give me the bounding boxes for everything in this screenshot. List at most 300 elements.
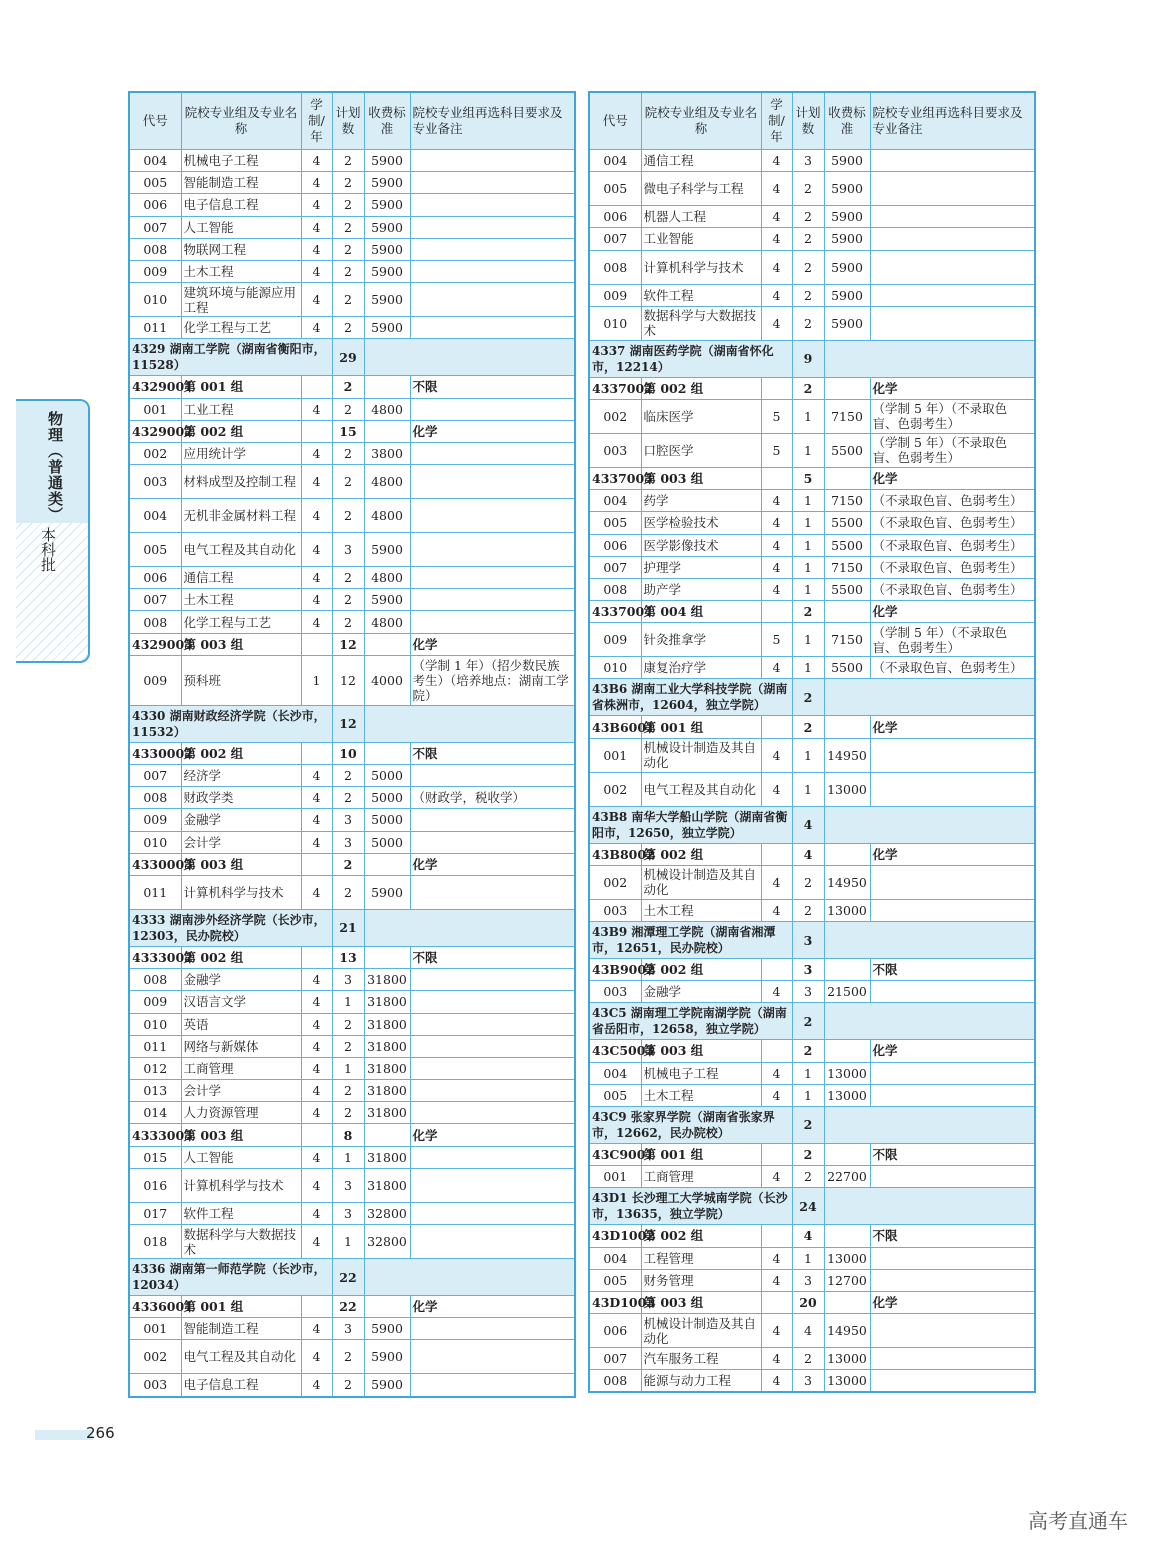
major-years: 4: [301, 1035, 332, 1057]
group-years: [761, 959, 792, 981]
group-plan: 20: [792, 1291, 824, 1313]
major-name: 工业工程: [181, 398, 301, 420]
major-name: 机械设计制造及其自动化: [641, 865, 761, 899]
major-years: 4: [301, 1374, 332, 1397]
major-plan: 3: [792, 981, 824, 1003]
major-row: [589, 772, 1035, 806]
major-fee: 31800: [364, 1013, 410, 1035]
major-plan: 2: [332, 875, 364, 909]
group-name: 第 002 组: [641, 959, 761, 981]
major-code: 008: [129, 787, 181, 809]
group-fee: [824, 959, 870, 981]
major-years: 4: [761, 1314, 792, 1348]
major-plan: 3: [332, 1202, 364, 1224]
header-fee: 收费标准: [364, 92, 410, 150]
major-code: 001: [589, 1166, 641, 1188]
major-name: 英语: [181, 1013, 301, 1035]
group-fee: [824, 1040, 870, 1062]
major-remark: （学制 5 年）（不录取色盲、色弱考生）: [870, 433, 1035, 467]
group-plan: 2: [792, 716, 824, 738]
header-plan: 计划数: [332, 92, 364, 150]
major-code: 005: [589, 1084, 641, 1106]
major-fee: 5900: [364, 1318, 410, 1340]
major-remark: [410, 283, 575, 317]
group-row: [589, 1040, 1035, 1062]
major-code: 015: [129, 1146, 181, 1168]
header-fee: 收费标准: [824, 92, 870, 150]
school-empty: [824, 340, 1035, 377]
group-code: 4330002: [129, 742, 181, 764]
major-code: 003: [129, 1374, 181, 1397]
major-row: [589, 284, 1035, 306]
major-plan: 1: [792, 772, 824, 806]
group-row: [129, 1124, 575, 1146]
major-fee: 5900: [364, 238, 410, 260]
major-plan: 1: [792, 556, 824, 578]
group-row: [589, 377, 1035, 399]
header-years: 学制/年: [761, 92, 792, 150]
major-fee: 31800: [364, 1080, 410, 1102]
batch-label: 本科批: [39, 527, 57, 572]
school-empty: [824, 922, 1035, 959]
major-row: [129, 317, 575, 339]
major-fee: 5900: [824, 172, 870, 206]
major-plan: 2: [792, 250, 824, 284]
major-fee: 5000: [364, 765, 410, 787]
major-row: [129, 787, 575, 809]
major-name: 针灸推拿学: [641, 623, 761, 657]
major-row: [589, 306, 1035, 340]
major-code: 007: [589, 1348, 641, 1370]
group-fee: [364, 376, 410, 398]
major-remark: [870, 1166, 1035, 1188]
major-years: 4: [301, 172, 332, 194]
major-years: 4: [301, 765, 332, 787]
group-row: [589, 467, 1035, 489]
major-code: 004: [129, 150, 181, 172]
major-fee: 5900: [824, 284, 870, 306]
major-fee: 21500: [824, 981, 870, 1003]
group-fee: [364, 946, 410, 968]
major-fee: 22700: [824, 1166, 870, 1188]
major-row: [589, 206, 1035, 228]
major-row: [129, 1057, 575, 1079]
major-name: 口腔医学: [641, 433, 761, 467]
major-remark: [870, 228, 1035, 250]
school-plan: 24: [792, 1188, 824, 1225]
major-name: 机械电子工程: [641, 1062, 761, 1084]
major-fee: 12700: [824, 1269, 870, 1291]
major-remark: [410, 589, 575, 611]
major-fee: 13000: [824, 1084, 870, 1106]
school-row: [589, 922, 1035, 959]
group-name: 第 001 组: [641, 1143, 761, 1165]
group-code: 43C9001: [589, 1143, 641, 1165]
major-years: 4: [301, 1340, 332, 1374]
major-fee: 13000: [824, 1247, 870, 1269]
major-name: 计算机科学与技术: [181, 875, 301, 909]
major-years: 4: [761, 1062, 792, 1084]
major-remark: （不录取色盲、色弱考生）: [870, 578, 1035, 600]
major-fee: 5000: [364, 787, 410, 809]
group-fee: [824, 716, 870, 738]
major-code: 009: [589, 623, 641, 657]
school-plan: 3: [792, 922, 824, 959]
major-remark: [410, 1102, 575, 1124]
major-name: 人工智能: [181, 216, 301, 238]
major-code: 005: [129, 533, 181, 567]
group-code: 4336001: [129, 1296, 181, 1318]
school-plan: 12: [332, 705, 364, 742]
group-code: 43B8002: [589, 843, 641, 865]
group-years: [761, 716, 792, 738]
major-name: 经济学: [181, 765, 301, 787]
major-name: 会计学: [181, 831, 301, 853]
major-years: 4: [301, 398, 332, 420]
school-name: 4330 湖南财政经济学院（长沙市，11532）: [129, 705, 332, 742]
school-empty: [824, 806, 1035, 843]
major-name: 材料成型及控制工程: [181, 465, 301, 499]
group-name: 第 003 组: [641, 467, 761, 489]
major-row: [589, 865, 1035, 899]
major-fee: 32800: [364, 1202, 410, 1224]
school-name: 43C5 湖南理工学院南湖学院（湖南省岳阳市，12658，独立学院）: [589, 1003, 792, 1040]
major-row: [129, 1146, 575, 1168]
major-plan: 2: [332, 1035, 364, 1057]
major-row: [589, 534, 1035, 556]
major-fee: 5900: [364, 875, 410, 909]
major-name: 软件工程: [641, 284, 761, 306]
group-code: 4330003: [129, 853, 181, 875]
major-code: 007: [129, 765, 181, 787]
major-code: 011: [129, 317, 181, 339]
major-remark: （不录取色盲、色弱考生）: [870, 534, 1035, 556]
group-name: 第 002 组: [641, 843, 761, 865]
major-fee: 13000: [824, 899, 870, 921]
major-name: 金融学: [181, 809, 301, 831]
school-name: 43B9 湘潭理工学院（湖南省湘潭市，12651，民办院校）: [589, 922, 792, 959]
major-name: 应用统计学: [181, 442, 301, 464]
major-code: 017: [129, 1202, 181, 1224]
major-name: 人力资源管理: [181, 1102, 301, 1124]
major-name: 数据科学与大数据技术: [641, 306, 761, 340]
school-row: [589, 1106, 1035, 1143]
major-row: [129, 465, 575, 499]
major-remark: [410, 465, 575, 499]
group-fee: [824, 1143, 870, 1165]
major-name: 土木工程: [181, 260, 301, 282]
major-years: 4: [301, 442, 332, 464]
group-years: [301, 1124, 332, 1146]
major-code: 004: [129, 499, 181, 533]
major-years: 4: [301, 1057, 332, 1079]
major-name: 临床医学: [641, 399, 761, 433]
major-name: 康复治疗学: [641, 657, 761, 679]
major-remark: [870, 981, 1035, 1003]
major-plan: 3: [792, 150, 824, 172]
major-row: [129, 260, 575, 282]
major-code: 004: [589, 1247, 641, 1269]
major-plan: 1: [332, 1057, 364, 1079]
major-remark: [410, 1318, 575, 1340]
major-years: 4: [301, 194, 332, 216]
major-row: [129, 1374, 575, 1397]
major-plan: 1: [792, 1084, 824, 1106]
major-row: [129, 1225, 575, 1259]
major-row: [589, 556, 1035, 578]
group-name: 第 003 组: [181, 853, 301, 875]
major-remark: [410, 172, 575, 194]
major-plan: 1: [332, 1225, 364, 1259]
group-fee: [364, 853, 410, 875]
major-row: [129, 831, 575, 853]
major-years: 4: [761, 206, 792, 228]
major-remark: [410, 216, 575, 238]
major-remark: [870, 1370, 1035, 1393]
school-empty: [824, 679, 1035, 716]
major-fee: 5500: [824, 534, 870, 556]
major-years: 4: [761, 534, 792, 556]
major-remark: [410, 1035, 575, 1057]
major-fee: 5900: [824, 228, 870, 250]
group-requirement: 化学: [870, 1291, 1035, 1313]
table-body-left: [129, 150, 575, 1397]
group-fee: [824, 1291, 870, 1313]
group-plan: 13: [332, 946, 364, 968]
major-plan: 1: [792, 738, 824, 772]
major-plan: 1: [792, 399, 824, 433]
major-code: 006: [589, 206, 641, 228]
major-years: 4: [301, 150, 332, 172]
school-row: [589, 679, 1035, 716]
major-fee: 31800: [364, 969, 410, 991]
major-plan: 2: [792, 306, 824, 340]
major-years: 4: [301, 283, 332, 317]
major-name: 护理学: [641, 556, 761, 578]
group-row: [129, 1296, 575, 1318]
major-name: 医学影像技术: [641, 534, 761, 556]
major-fee: 5900: [364, 216, 410, 238]
major-fee: 5900: [364, 533, 410, 567]
group-code: 43B6001: [589, 716, 641, 738]
major-code: 010: [589, 657, 641, 679]
major-years: 4: [301, 1225, 332, 1259]
group-plan: 22: [332, 1296, 364, 1318]
header-code: 代号: [129, 92, 181, 150]
major-years: 4: [301, 499, 332, 533]
major-plan: 3: [332, 533, 364, 567]
group-name: 第 003 组: [181, 1124, 301, 1146]
major-remark: （不录取色盲、色弱考生）: [870, 512, 1035, 534]
major-remark: [410, 1168, 575, 1202]
major-plan: 2: [332, 611, 364, 633]
group-requirement: 化学: [870, 467, 1035, 489]
major-code: 010: [129, 831, 181, 853]
school-plan: 21: [332, 909, 364, 946]
major-remark: [870, 738, 1035, 772]
major-row: [589, 1247, 1035, 1269]
school-empty: [364, 705, 575, 742]
major-name: 化学工程与工艺: [181, 317, 301, 339]
major-row: [589, 578, 1035, 600]
major-name: 计算机科学与技术: [181, 1168, 301, 1202]
major-name: 财政学类: [181, 787, 301, 809]
major-remark: [410, 442, 575, 464]
major-code: 009: [129, 991, 181, 1013]
major-fee: 13000: [824, 772, 870, 806]
group-fee: [824, 377, 870, 399]
school-name: 43D1 长沙理工大学城南学院（长沙市，13635，独立学院）: [589, 1188, 792, 1225]
major-years: 4: [761, 228, 792, 250]
major-fee: 4800: [364, 611, 410, 633]
table-header-row: [589, 92, 1035, 150]
major-code: 016: [129, 1168, 181, 1202]
group-plan: 5: [792, 467, 824, 489]
major-plan: 1: [792, 623, 824, 657]
major-name: 通信工程: [641, 150, 761, 172]
school-plan: 2: [792, 1003, 824, 1040]
group-row: [589, 716, 1035, 738]
group-plan: 12: [332, 633, 364, 655]
table-body-right: [589, 150, 1035, 1393]
major-years: 4: [301, 831, 332, 853]
major-fee: 5900: [364, 317, 410, 339]
major-years: 4: [301, 809, 332, 831]
major-code: 009: [589, 284, 641, 306]
major-code: 010: [129, 283, 181, 317]
school-empty: [364, 339, 575, 376]
major-remark: [410, 567, 575, 589]
major-plan: 1: [792, 1247, 824, 1269]
group-requirement: 化学: [410, 1124, 575, 1146]
major-row: [589, 250, 1035, 284]
major-row: [589, 490, 1035, 512]
major-remark: [410, 499, 575, 533]
major-remark: [410, 991, 575, 1013]
major-plan: 1: [792, 534, 824, 556]
group-row: [129, 420, 575, 442]
group-plan: 10: [332, 742, 364, 764]
header-years: 学制/年: [301, 92, 332, 150]
major-plan: 2: [332, 567, 364, 589]
major-fee: 5900: [364, 150, 410, 172]
major-row: [129, 589, 575, 611]
major-fee: 31800: [364, 991, 410, 1013]
major-plan: 1: [792, 578, 824, 600]
major-fee: 4800: [364, 398, 410, 420]
major-name: 智能制造工程: [181, 172, 301, 194]
major-years: 4: [301, 1202, 332, 1224]
major-remark: [410, 1080, 575, 1102]
major-years: 4: [761, 1348, 792, 1370]
group-code: 4333003: [129, 1124, 181, 1146]
group-row: [129, 633, 575, 655]
major-remark: [870, 1314, 1035, 1348]
major-fee: 5500: [824, 578, 870, 600]
group-requirement: 化学: [410, 420, 575, 442]
major-plan: 3: [332, 831, 364, 853]
school-name: 43B8 南华大学船山学院（湖南省衡阳市，12650，独立学院）: [589, 806, 792, 843]
group-requirement: 化学: [870, 716, 1035, 738]
major-plan: 2: [332, 398, 364, 420]
group-years: [301, 1296, 332, 1318]
major-plan: 3: [332, 1168, 364, 1202]
major-fee: 31800: [364, 1102, 410, 1124]
header-remarks: 院校专业组再选科目要求及专业备注: [410, 92, 575, 150]
major-years: 5: [761, 623, 792, 657]
major-years: 4: [761, 556, 792, 578]
group-plan: 3: [792, 959, 824, 981]
major-row: [129, 216, 575, 238]
major-code: 003: [589, 899, 641, 921]
major-remark: [410, 611, 575, 633]
major-years: 4: [301, 238, 332, 260]
major-code: 006: [129, 567, 181, 589]
major-years: 4: [761, 657, 792, 679]
major-plan: 2: [792, 1348, 824, 1370]
major-fee: 31800: [364, 1035, 410, 1057]
group-years: [761, 1143, 792, 1165]
major-row: [589, 228, 1035, 250]
group-name: 第 003 组: [181, 633, 301, 655]
group-name: 第 003 组: [641, 1291, 761, 1313]
group-row: [589, 843, 1035, 865]
major-code: 006: [129, 194, 181, 216]
major-name: 软件工程: [181, 1202, 301, 1224]
major-code: 009: [129, 260, 181, 282]
major-plan: 2: [332, 1340, 364, 1374]
major-name: 土木工程: [641, 1084, 761, 1106]
group-code: 4329003: [129, 633, 181, 655]
major-row: [129, 533, 575, 567]
major-fee: 5900: [364, 260, 410, 282]
school-row: [589, 1188, 1035, 1225]
major-fee: 5500: [824, 657, 870, 679]
school-name: 43B6 湖南工业大学科技学院（湖南省株洲市，12604，独立学院）: [589, 679, 792, 716]
major-plan: 1: [792, 657, 824, 679]
group-years: [301, 742, 332, 764]
group-requirement: 化学: [870, 843, 1035, 865]
major-name: 物联网工程: [181, 238, 301, 260]
major-plan: 2: [792, 172, 824, 206]
major-years: 4: [761, 981, 792, 1003]
major-code: 008: [129, 611, 181, 633]
group-code: 4337004: [589, 601, 641, 623]
major-plan: 2: [332, 260, 364, 282]
major-row: [129, 655, 575, 705]
major-code: 002: [589, 865, 641, 899]
major-years: 4: [301, 1318, 332, 1340]
major-years: 4: [301, 589, 332, 611]
major-name: 电气工程及其自动化: [181, 533, 301, 567]
major-name: 微电子科学与工程: [641, 172, 761, 206]
major-code: 010: [129, 1013, 181, 1035]
group-row: [589, 1291, 1035, 1313]
group-name: 第 003 组: [641, 1040, 761, 1062]
group-plan: 4: [792, 1225, 824, 1247]
major-name: 金融学: [181, 969, 301, 991]
school-row: [129, 705, 575, 742]
header-name: 院校专业组及专业名称: [181, 92, 301, 150]
major-code: 007: [589, 556, 641, 578]
school-name: 4337 湖南医药学院（湖南省怀化市，12214）: [589, 340, 792, 377]
major-row: [129, 1318, 575, 1340]
major-code: 003: [129, 465, 181, 499]
major-years: 4: [301, 787, 332, 809]
group-years: [761, 843, 792, 865]
major-name: 工程管理: [641, 1247, 761, 1269]
major-code: 006: [589, 534, 641, 556]
